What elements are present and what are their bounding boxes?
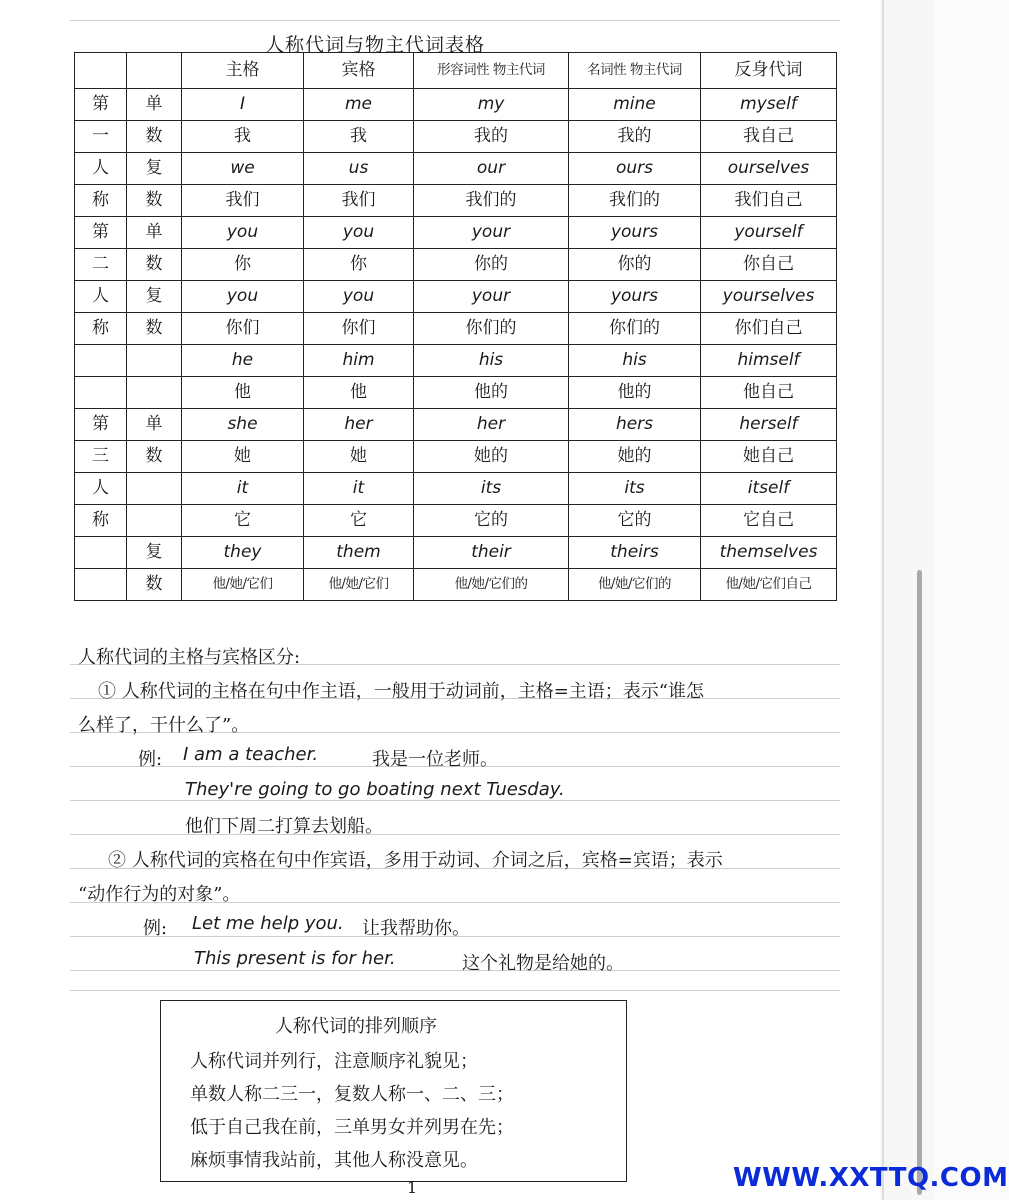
pronoun-cell: she	[182, 409, 304, 441]
order-line: 麻烦事情我站前，其他人称没意见。	[190, 1150, 478, 1171]
pronoun-cell: 你	[182, 249, 304, 281]
pronoun-cell: you	[304, 281, 414, 313]
header-cell: 宾格	[304, 53, 414, 89]
example4-english: This present is for her.	[194, 948, 396, 969]
pronoun-cell: it	[304, 473, 414, 505]
order-line: 单数人称二三一，复数人称一、二、三；	[190, 1084, 514, 1105]
pronoun-cell: his	[569, 345, 701, 377]
pronoun-cell: 我	[304, 121, 414, 153]
pronoun-cell: they	[182, 537, 304, 569]
ruled-line	[70, 20, 840, 21]
number-cell: 复	[127, 153, 182, 185]
example3-english: Let me help you.	[192, 913, 344, 934]
ruled-line	[70, 800, 840, 801]
pronoun-cell: 她的	[569, 441, 701, 473]
person-cell	[75, 569, 127, 601]
pronoun-cell: 我们	[182, 185, 304, 217]
pronoun-cell: myself	[701, 89, 837, 121]
pronoun-cell: 我	[182, 121, 304, 153]
pronoun-cell: 它的	[414, 505, 569, 537]
point2-line2: “动作行为的对象”。	[78, 884, 241, 905]
number-cell: 数	[127, 121, 182, 153]
pronoun-cell: her	[304, 409, 414, 441]
table-row	[75, 409, 837, 441]
pronoun-cell: 它	[182, 505, 304, 537]
pronoun-cell: 你的	[414, 249, 569, 281]
person-cell: 第	[75, 409, 127, 441]
pronoun-cell: 它的	[569, 505, 701, 537]
table-row	[75, 537, 837, 569]
pronoun-cell: their	[414, 537, 569, 569]
table-title: 人称代词与物主代词表格	[265, 34, 486, 56]
pronoun-cell: me	[304, 89, 414, 121]
number-cell: 复	[127, 281, 182, 313]
pronoun-cell: you	[304, 217, 414, 249]
pronoun-cell: 他自己	[701, 377, 837, 409]
person-cell: 第	[75, 89, 127, 121]
pronoun-cell: 他/她/它们	[304, 569, 414, 601]
person-cell: 第	[75, 217, 127, 249]
pronoun-table	[74, 52, 837, 601]
pronoun-cell: 她的	[414, 441, 569, 473]
person-cell: 称	[75, 185, 127, 217]
pronoun-cell: your	[414, 217, 569, 249]
person-cell: 人	[75, 153, 127, 185]
table-row	[75, 313, 837, 345]
pronoun-cell: his	[414, 345, 569, 377]
example3-chinese: 让我帮助你。	[362, 918, 470, 939]
pronoun-cell: 我们的	[569, 185, 701, 217]
header-cell: 反身代词	[701, 53, 837, 89]
pronoun-cell: 你自己	[701, 249, 837, 281]
person-cell	[75, 537, 127, 569]
pronoun-cell: you	[182, 281, 304, 313]
pronoun-cell: 你们	[182, 313, 304, 345]
pronoun-cell: 他/她/它们自己	[701, 569, 837, 601]
pronoun-cell: himself	[701, 345, 837, 377]
number-cell: 复	[127, 537, 182, 569]
pronoun-cell: 我们自己	[701, 185, 837, 217]
table-row	[75, 153, 837, 185]
person-cell: 称	[75, 313, 127, 345]
page-edge	[880, 0, 933, 1200]
pronoun-cell: your	[414, 281, 569, 313]
pronoun-cell: us	[304, 153, 414, 185]
table-row	[75, 569, 837, 601]
pronoun-cell: yours	[569, 217, 701, 249]
pronoun-cell: 他	[182, 377, 304, 409]
pronoun-cell: 你	[304, 249, 414, 281]
ruled-line	[70, 970, 840, 971]
pronoun-cell: theirs	[569, 537, 701, 569]
number-cell	[127, 505, 182, 537]
pronoun-cell: my	[414, 89, 569, 121]
pronoun-cell: 我们	[304, 185, 414, 217]
number-cell: 数	[127, 569, 182, 601]
pronoun-cell: hers	[569, 409, 701, 441]
table-row	[75, 505, 837, 537]
pronoun-cell: herself	[701, 409, 837, 441]
table-row	[75, 345, 837, 377]
table-row	[75, 217, 837, 249]
pronoun-cell: 它	[304, 505, 414, 537]
person-cell	[75, 377, 127, 409]
pronoun-cell: 他/她/它们的	[414, 569, 569, 601]
pronoun-cell: I	[182, 89, 304, 121]
pronoun-cell: he	[182, 345, 304, 377]
number-cell: 单	[127, 89, 182, 121]
number-cell: 数	[127, 185, 182, 217]
pronoun-cell: 你们的	[569, 313, 701, 345]
table-row	[75, 377, 837, 409]
pronoun-cell: themselves	[701, 537, 837, 569]
pronoun-cell: 他	[304, 377, 414, 409]
pronoun-cell: its	[414, 473, 569, 505]
pronoun-cell: yourself	[701, 217, 837, 249]
pronoun-cell: 他/她/它们	[182, 569, 304, 601]
order-line: 人称代词并列行，注意顺序礼貌见；	[190, 1051, 478, 1072]
pronoun-cell: yours	[569, 281, 701, 313]
number-cell	[127, 473, 182, 505]
pronoun-cell: you	[182, 217, 304, 249]
header-cell: 形容词性 物主代词	[414, 53, 569, 89]
person-cell	[75, 345, 127, 377]
person-cell: 人	[75, 281, 127, 313]
pronoun-cell: 她	[182, 441, 304, 473]
order-line: 低于自己我在前，三单男女并列男在先；	[190, 1117, 514, 1138]
pronoun-cell: 他/她/它们的	[569, 569, 701, 601]
pronoun-cell: him	[304, 345, 414, 377]
example2-chinese: 他们下周二打算去划船。	[185, 816, 383, 837]
example2-english: They're going to go boating next Tuesday.	[185, 779, 565, 800]
ruled-line	[70, 990, 840, 991]
pronoun-cell: 她	[304, 441, 414, 473]
pronoun-cell: 我自己	[701, 121, 837, 153]
person-cell: 一	[75, 121, 127, 153]
example4-chinese: 这个礼物是给她的。	[462, 953, 624, 974]
watermark: WWW.XXTTQ.COM	[733, 1163, 1009, 1193]
table-row	[75, 473, 837, 505]
pronoun-cell: 你们	[304, 313, 414, 345]
header-cell: 主格	[182, 53, 304, 89]
table-row	[75, 89, 837, 121]
pronoun-cell: 我的	[414, 121, 569, 153]
header-cell	[127, 53, 182, 89]
number-cell	[127, 377, 182, 409]
pronoun-cell: 你们的	[414, 313, 569, 345]
example-label-1: 例:	[138, 749, 163, 770]
table-row	[75, 281, 837, 313]
example1-english: I am a teacher.	[183, 744, 319, 765]
pronoun-cell: ours	[569, 153, 701, 185]
point1-line1: ① 人称代词的主格在句中作主语，一般用于动词前，主格=主语；表示“谁怎	[98, 681, 705, 702]
pronoun-cell: 她自己	[701, 441, 837, 473]
pronoun-cell: our	[414, 153, 569, 185]
example-label-2: 例:	[143, 918, 168, 939]
point2-line1: ② 人称代词的宾格在句中作宾语，多用于动词、介词之后，宾格=宾语；表示	[108, 850, 723, 871]
pronoun-cell: 它自己	[701, 505, 837, 537]
table-row	[75, 121, 837, 153]
pronoun-cell: mine	[569, 89, 701, 121]
pronoun-cell: yourselves	[701, 281, 837, 313]
pronoun-cell: ourselves	[701, 153, 837, 185]
pronoun-cell: we	[182, 153, 304, 185]
number-cell: 数	[127, 441, 182, 473]
pronoun-cell: itself	[701, 473, 837, 505]
page-edge-line	[882, 0, 884, 1200]
scrollbar[interactable]	[917, 570, 922, 1195]
person-cell: 二	[75, 249, 127, 281]
table-header-row	[75, 53, 837, 89]
pronoun-cell: it	[182, 473, 304, 505]
table-row	[75, 185, 837, 217]
point1-line2: 么样了，干什么了”。	[78, 715, 250, 736]
pronoun-cell: 我的	[569, 121, 701, 153]
number-cell	[127, 345, 182, 377]
header-cell: 名词性 物主代词	[569, 53, 701, 89]
number-cell: 单	[127, 217, 182, 249]
pronoun-cell: her	[414, 409, 569, 441]
example1-chinese: 我是一位老师。	[372, 749, 498, 770]
pronoun-cell: 你们自己	[701, 313, 837, 345]
pronoun-cell: 他的	[569, 377, 701, 409]
number-cell: 数	[127, 313, 182, 345]
pronoun-cell: its	[569, 473, 701, 505]
header-cell	[75, 53, 127, 89]
person-cell: 称	[75, 505, 127, 537]
pronoun-cell: 我们的	[414, 185, 569, 217]
order-title: 人称代词的排列顺序	[275, 1016, 437, 1037]
table-row	[75, 249, 837, 281]
person-cell: 三	[75, 441, 127, 473]
person-cell: 人	[75, 473, 127, 505]
pronoun-cell: 你的	[569, 249, 701, 281]
page-number: 1	[407, 1178, 418, 1197]
number-cell: 数	[127, 249, 182, 281]
number-cell: 单	[127, 409, 182, 441]
table-row	[75, 441, 837, 473]
notes-heading: 人称代词的主格与宾格区分:	[78, 647, 301, 668]
pronoun-cell: them	[304, 537, 414, 569]
pronoun-cell: 他的	[414, 377, 569, 409]
